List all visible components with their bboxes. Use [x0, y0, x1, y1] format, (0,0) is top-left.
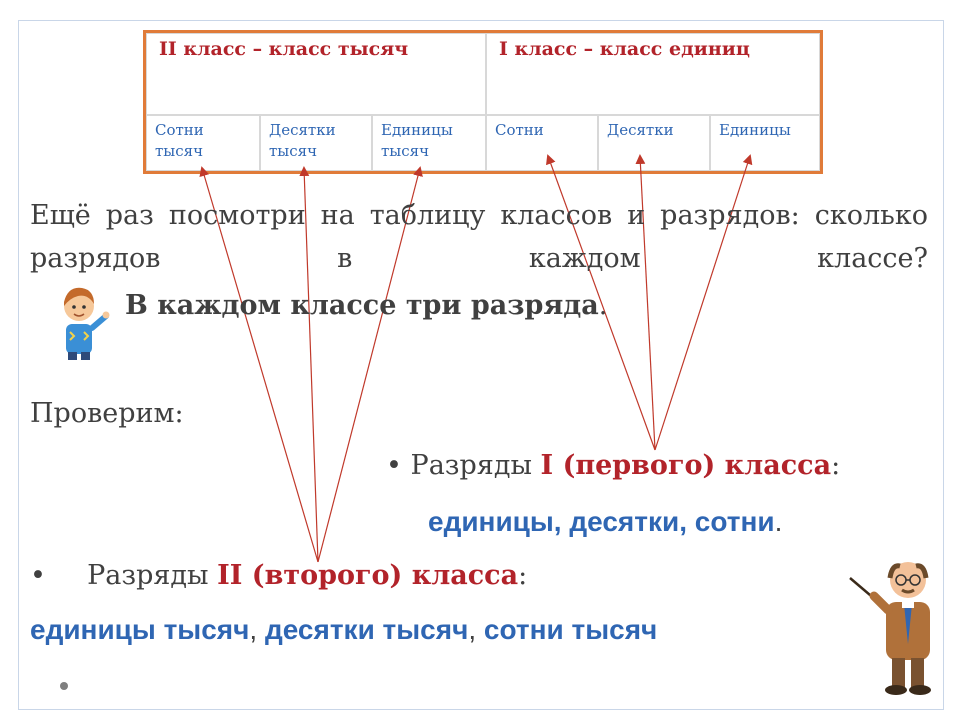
class-units-header: I класс – класс единиц: [486, 33, 820, 115]
boy-pointing-icon: [48, 276, 110, 362]
second-class-prefix: Разряды: [87, 560, 218, 591]
first-class-highlight: I (первого) класса: [540, 450, 832, 481]
digit-label-line1: Сотни: [155, 121, 204, 139]
first-class-colon: :: [831, 450, 841, 481]
digit-label-line1: Десятки: [607, 121, 674, 139]
second-class-values-line: [30, 614, 657, 646]
second-class-highlight: II (второго) класса: [217, 560, 519, 591]
second-class-value-hundreds: сотни тысяч: [483, 614, 658, 645]
separator: ,: [468, 614, 477, 645]
digit-label-line1: Десятки: [269, 121, 336, 139]
second-class-line: [30, 560, 527, 591]
answer-line: [125, 290, 607, 321]
first-class-period: .: [774, 506, 783, 537]
digit-label-line2: тысяч: [155, 142, 204, 160]
first-class-values: единицы, десятки, сотни: [428, 506, 775, 537]
teacher-with-pointer-icon: [846, 548, 958, 698]
bullet: •: [386, 450, 402, 481]
second-class-value-tens: десятки тысяч: [264, 614, 469, 645]
check-label: Проверим:: [30, 398, 184, 429]
digit-label-line1: Единицы: [719, 121, 791, 139]
digit-label-line2: тысяч: [269, 142, 318, 160]
bullet: •: [30, 560, 46, 591]
answer-text: В каждом классе три разряда: [125, 290, 599, 321]
question-text: Ещё раз посмотри на таблицу классов и разрядов: сколько разрядов в каждом классе?: [30, 200, 928, 274]
second-class-colon: :: [518, 560, 528, 591]
first-class-values-line: [428, 506, 782, 538]
separator: ,: [249, 614, 258, 645]
first-class-prefix: Разряды: [410, 450, 541, 481]
second-class-value-units: единицы тысяч: [30, 614, 250, 645]
first-class-line: [386, 450, 840, 481]
digit-label-line1: Сотни: [495, 121, 544, 139]
answer-period: .: [598, 290, 608, 321]
digit-label-line1: Единицы: [381, 121, 453, 139]
class-thousands-header: II класс – класс тысяч: [146, 33, 486, 115]
empty-bullet: [60, 682, 68, 690]
digit-label-line2: тысяч: [381, 142, 430, 160]
